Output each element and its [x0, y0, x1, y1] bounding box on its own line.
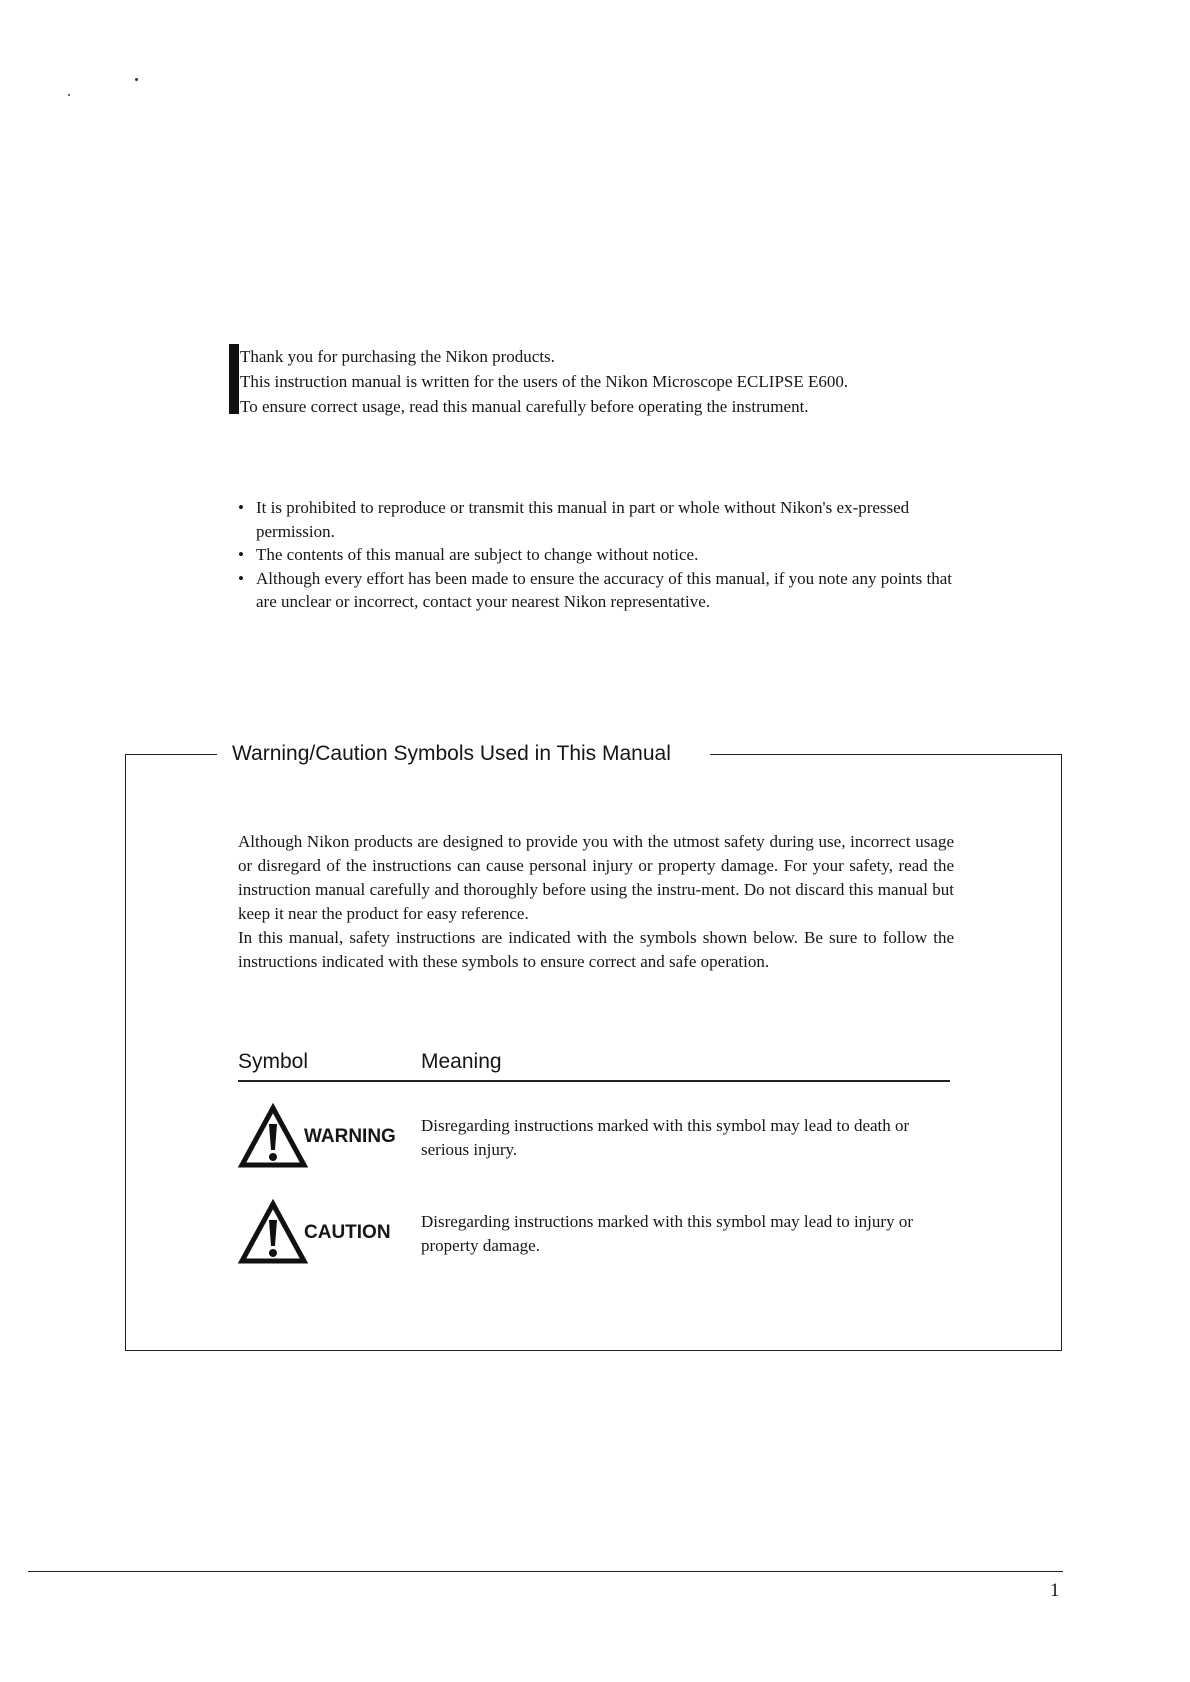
scan-speck — [68, 94, 70, 96]
caution-meaning: Disregarding instructions marked with this symbol may lead to injury or property damage. — [421, 1212, 913, 1255]
caution-label: CAUTION — [304, 1222, 391, 1243]
notice-list — [238, 496, 958, 614]
intro-block — [240, 344, 960, 419]
page-number: 1 — [1050, 1580, 1060, 1601]
scan-speck — [135, 78, 138, 81]
intro-line: Thank you for purchasing the Nikon products. — [240, 347, 555, 366]
symbol-row-caution — [238, 1198, 958, 1278]
intro-line: This instruction manual is written for the users of the Nikon Microscope ECLIPSE E600. — [240, 372, 849, 391]
warning-triangle-icon — [238, 1102, 308, 1170]
symbol-table-header — [238, 1048, 950, 1082]
safety-paragraph: In this manual, safety instructions are indicated with the symbols shown below. Be sure to follow the instructions indicated with these symbols to ensure correct and safe operation. — [238, 928, 954, 971]
intro-line: To ensure correct usage, read this manual carefully before operating the instrument. — [240, 397, 809, 416]
safety-box-body — [238, 830, 954, 974]
intro-marker-bar — [229, 344, 239, 414]
caution-triangle-icon — [238, 1198, 308, 1266]
footer-rule — [28, 1571, 1063, 1572]
notice-item: • Although every effort has been made to ensure the accuracy of this manual, if you note any points that are unclear or incorrect, contact your nearest Nikon representative. — [238, 567, 958, 614]
warning-meaning: Disregarding instructions marked with this symbol may lead to death or serious injury. — [421, 1116, 910, 1159]
meaning-column-header: Meaning — [421, 1050, 502, 1073]
safety-paragraph: Although Nikon products are designed to provide you with the utmost safety during use, incorrect usage or disregard of the instructions can cause personal injury or property damage. For your safety, read the instruction manual carefully and thoroughly before using the instru-ment. Do not discard this manual but keep it near the product for easy reference. — [238, 832, 954, 923]
symbol-row-warning — [238, 1102, 958, 1182]
symbol-column-header: Symbol — [238, 1050, 309, 1073]
safety-box-title: Warning/Caution Symbols Used in This Manual — [232, 742, 671, 765]
notice-item: • It is prohibited to reproduce or transmit this manual in part or whole without Nikon's ex-pressed permission. — [238, 496, 958, 543]
warning-label: WARNING — [304, 1126, 396, 1147]
notice-item: • The contents of this manual are subject to change without notice. — [238, 543, 958, 567]
